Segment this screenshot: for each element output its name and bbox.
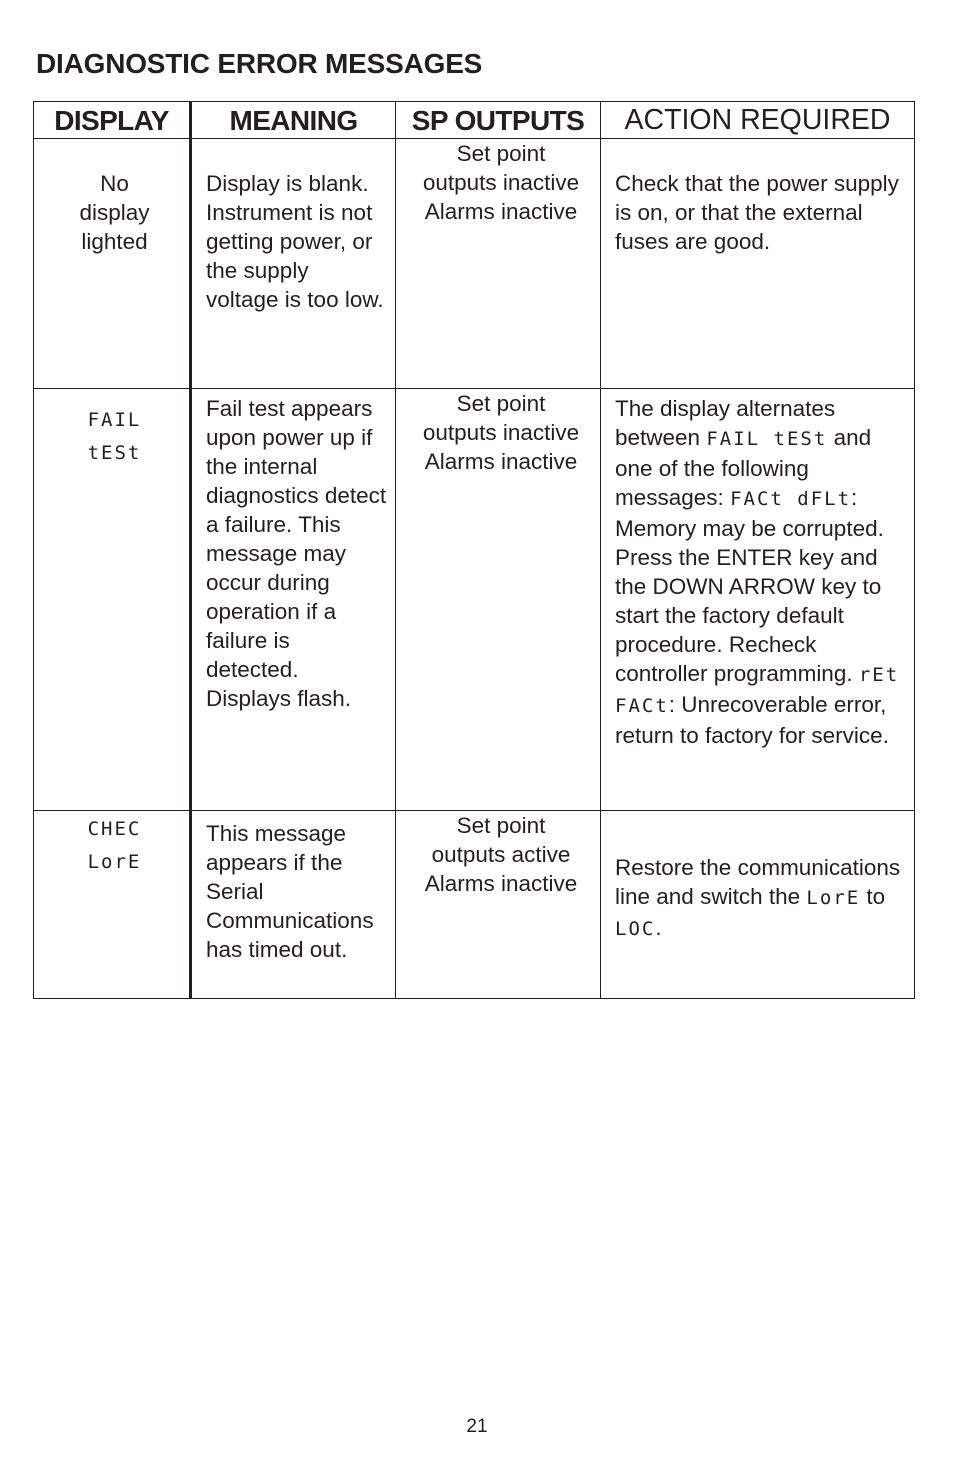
table-header-row xyxy=(34,102,915,139)
sp-outputs-cell xyxy=(396,139,601,389)
action-text: : Unrecoverable error, return to factory for service. xyxy=(615,692,889,748)
segment-display-code: rEt FACt xyxy=(615,664,900,717)
segment-display-code: LorE xyxy=(87,851,142,873)
action-text: Restore the communications line and switch the xyxy=(615,855,901,909)
header-sp-outputs: SP OUTPUTS xyxy=(396,102,601,139)
sp-outputs-cell xyxy=(396,811,601,999)
meaning-cell: This message appears if the Serial Communications has timed out. xyxy=(191,811,396,999)
action-text: : Memory may be corrupted. Press the ENTER key and the DOWN ARROW key to start the factory default procedure. Recheck controller programming. xyxy=(615,485,884,686)
table-row xyxy=(34,811,915,999)
display-cell xyxy=(34,389,191,811)
meaning-cell: Display is blank. Instrument is not getting power, or the supply voltage is too low. xyxy=(191,139,396,389)
sp-outputs-text: outputs active xyxy=(431,842,571,867)
table-row xyxy=(34,139,915,389)
segment-display-code: FAIL xyxy=(87,409,142,431)
display-cell xyxy=(34,811,191,999)
action-text: to xyxy=(866,884,886,909)
segment-display-code: FACt dFLt xyxy=(730,488,852,510)
header-meaning: MEANING xyxy=(191,102,396,139)
sp-outputs-text: outputs inactive xyxy=(422,420,580,445)
diagnostic-error-table xyxy=(33,101,915,999)
sp-outputs-text: outputs inactive xyxy=(422,170,580,195)
segment-display-code: tESt xyxy=(87,442,142,464)
header-action-required: ACTION REQUIRED xyxy=(601,102,915,139)
segment-display-code: FAIL tESt xyxy=(706,428,828,450)
action-cell: Check that the power supply is on, or that the external fuses are good. xyxy=(601,139,915,389)
header-display: DISPLAY xyxy=(34,102,191,139)
action-text: The display alternates between xyxy=(615,396,836,450)
page-title: DIAGNOSTIC ERROR MESSAGES xyxy=(36,48,483,79)
action-text: . xyxy=(655,915,662,940)
display-text: lighted xyxy=(81,229,148,254)
sp-outputs-text: Set point xyxy=(456,813,546,838)
action-cell xyxy=(601,389,915,811)
sp-outputs-text: Alarms inactive xyxy=(424,871,578,896)
sp-outputs-text: Set point xyxy=(456,141,546,166)
sp-outputs-text: Alarms inactive xyxy=(424,199,578,224)
segment-display-code: CHEC xyxy=(87,818,142,840)
sp-outputs-cell xyxy=(396,389,601,811)
sp-outputs-text: Alarms inactive xyxy=(424,449,578,474)
meaning-cell: Fail test appears upon power up if the internal diagnostics detect a failure. This message may occur during operation if a failure is detected. Displays flash. xyxy=(191,389,396,811)
display-text: display xyxy=(79,200,150,225)
table-row xyxy=(34,389,915,811)
segment-display-code: LOC xyxy=(615,918,656,940)
display-text: No xyxy=(100,171,129,196)
display-cell xyxy=(34,139,191,389)
segment-display-code: LorE xyxy=(806,887,861,909)
page-number: 21 xyxy=(466,1416,488,1437)
action-cell xyxy=(601,811,915,999)
action-text: and one of the following messages: xyxy=(615,425,872,510)
sp-outputs-text: Set point xyxy=(456,391,546,416)
